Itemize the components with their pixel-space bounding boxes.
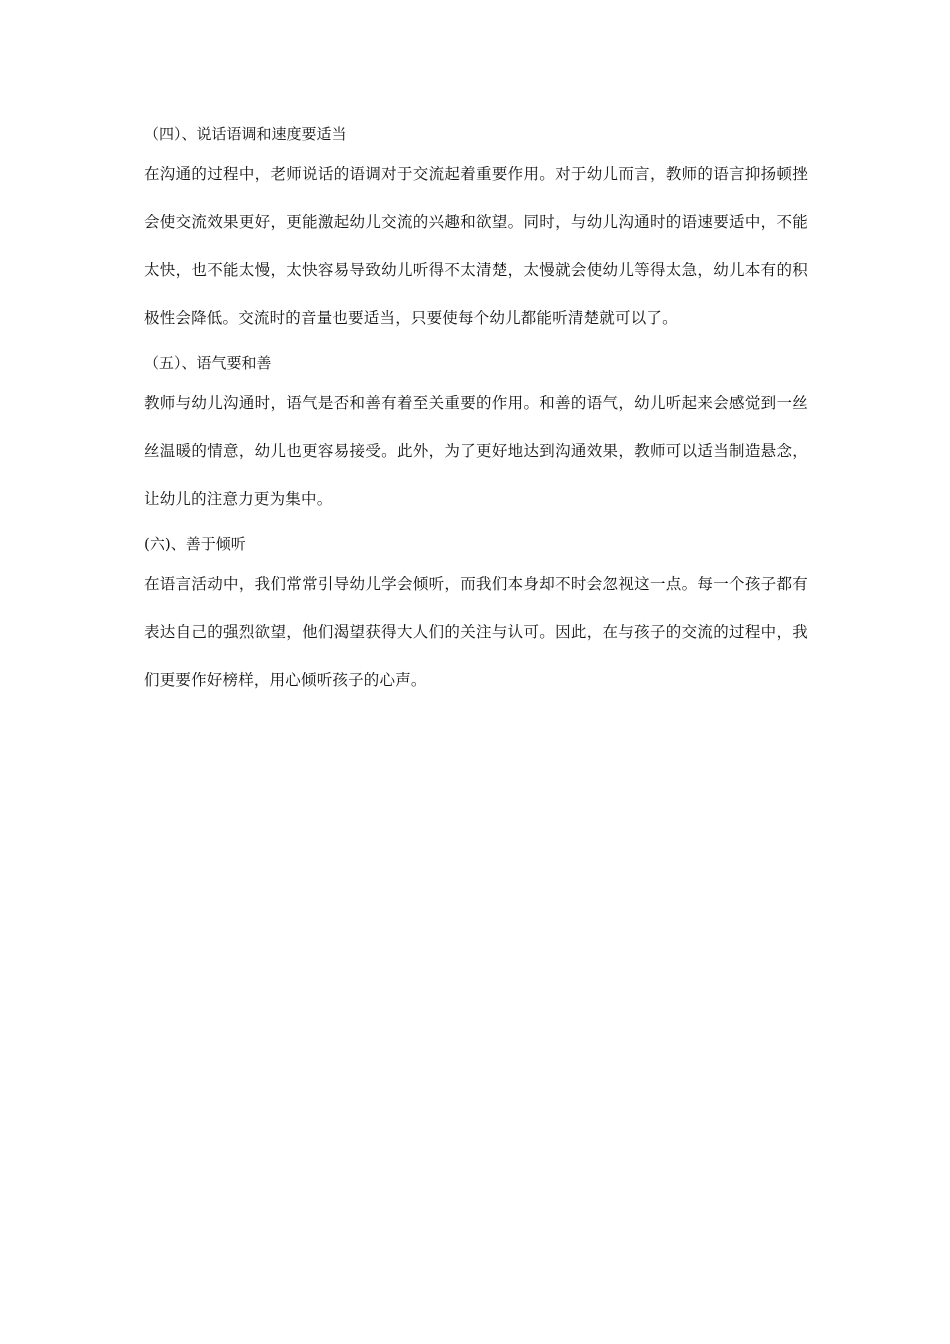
section-heading-5: （五）、语气要和善 <box>144 354 272 372</box>
section-paragraph-6: 在语言活动中，我们常常引导幼儿学会倾听，而我们本身却不时会忽视这一点。每一个孩子都有表达自己的强烈欲望，他们渴望获得大人们的关注与认可。因此，在与孩子的交流的过程中，我们更要作好榜样，用心倾听孩子的心声。 <box>144 575 808 689</box>
section-paragraph-4: 在沟通的过程中，老师说话的语调对于交流起着重要作用。对于幼儿而言，教师的语言抑扬顿挫会使交流效果更好，更能激起幼儿交流的兴趣和欲望。同时，与幼儿沟通时的语速要适中，不能太快，也不能太慢，太快容易导致幼儿听得不太清楚，太慢就会使幼儿等得太急，幼儿本有的积极性会降低。交流时的音量也要适当，只要使每个幼儿都能听清楚就可以了。 <box>144 165 808 327</box>
document-body <box>144 121 808 712</box>
section-paragraph-5: 教师与幼儿沟通时，语气是否和善有着至关重要的作用。和善的语气，幼儿听起来会感觉到一丝丝温暖的情意，幼儿也更容易接受。此外，为了更好地达到沟通效果，教师可以适当制造悬念，让幼儿的注意力更为集中。 <box>144 394 808 508</box>
section-heading-4: （四）、说话语调和速度要适当 <box>144 125 347 143</box>
section-heading-6: (六)、善于倾听 <box>144 535 246 553</box>
